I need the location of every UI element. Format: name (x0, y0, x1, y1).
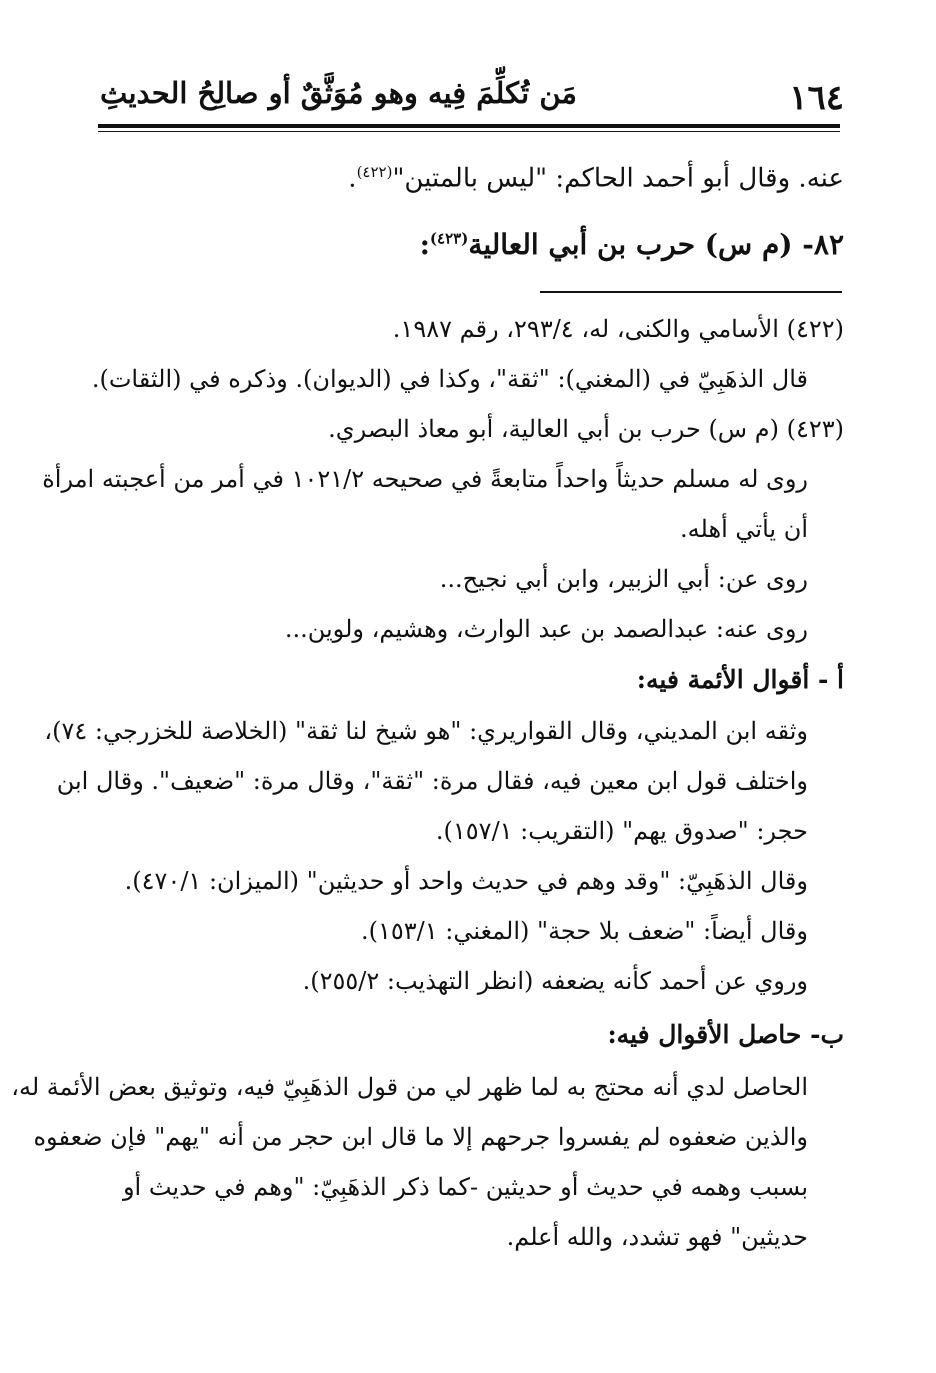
footnote-line: وروي عن أحمد كأنه يضعفه (انظر التهذيب: ٢٥٥/٢). (302, 967, 808, 995)
footnote-line: الحاصل لدي أنه محتج به لما ظهر لي من قول الذهَبِيّ فيه، وتوثيق بعض الأئمة له، (11, 1073, 808, 1101)
section-heading-b: ب- حاصل الأقوال فيه: (607, 1020, 844, 1049)
header-rule-thin (98, 131, 840, 132)
footnote-line: حديثين" فهو تشدد، والله أعلم. (506, 1223, 808, 1251)
footnote-ref: (٤٢٣) (429, 229, 469, 248)
footnote-ref: (٤٢٢) (356, 163, 393, 181)
body-text: عنه. وقال أبو أحمد الحاكم: "ليس بالمتين" (392, 163, 844, 194)
entry-title: ٨٢- (م س) حرب بن أبي العالية (468, 228, 844, 261)
footnote-line: روى عنه: عبدالصمد بن عبد الوارث، وهشيم، ولوين... (284, 615, 808, 643)
footnote-line: وقال الذهَبِيّ: "وقد وهم في حديث واحد أو حديثين" (الميزان: ٤٧٠/١). (124, 867, 808, 895)
body-line (348, 163, 844, 194)
entry-heading (420, 228, 844, 261)
footnote-line: قال الذهَبِيّ في (المغني): "ثقة"، وكذا في (الديوان). وذكره في (الثقات). (91, 365, 808, 393)
footnote-line: بسبب وهمه في حديث أو حديثين -كما ذكر الذهَبِيّ: "وهم في حديث أو (122, 1173, 808, 1201)
footnote-line: أن يأتي أهله. (680, 515, 808, 543)
footnote-line: روى له مسلم حديثاً واحداً متابعةً في صحيحه ١٠٢١/٢ في أمر من أعجبته امرأة (42, 465, 808, 493)
entry-colon: : (419, 228, 430, 261)
footnote-423: (٤٢٣) (م س) حرب بن أبي العالية، أبو معاذ البصري. (328, 415, 844, 443)
running-title: مَن تُكلِّمَ فِيه وهو مُوَثَّقٌ أو صالِحُ الحديثِ (100, 76, 577, 110)
footnote-line: روى عن: أبي الزبير، وابن أبي نجيح... (439, 565, 808, 593)
body-text-end: . (348, 163, 357, 194)
header-rule-thick (98, 124, 840, 128)
footnote-line: واختلف قول ابن معين فيه، فقال مرة: "ثقة"، وقال مرة: "ضعيف". وقال ابن (56, 767, 808, 795)
footnote-line: وثقه ابن المديني، وقال القواريري: "هو شيخ لنا ثقة" (الخلاصة للخزرجي: ٧٤)، (44, 717, 808, 745)
page-number: ١٦٤ (789, 78, 844, 118)
footnote-line: حجر: "صدوق يهم" (التقريب: ١٥٧/١). (435, 817, 808, 845)
footnote-line: وقال أيضاً: "ضعف بلا حجة" (المغني: ١٥٣/١). (360, 917, 808, 945)
section-heading-a: أ - أقوال الأئمة فيه: (636, 665, 844, 694)
footnote-line: والذين ضعفوه لم يفسروا جرحهم إلا ما قال ابن حجر من أنه "يهم" فإن ضعفوه (33, 1123, 808, 1151)
footnote-separator (540, 291, 842, 293)
footnote-422: (٤٢٢) الأسامي والكنى، له، ٢٩٣/٤، رقم ١٩٨٧. (392, 315, 844, 343)
